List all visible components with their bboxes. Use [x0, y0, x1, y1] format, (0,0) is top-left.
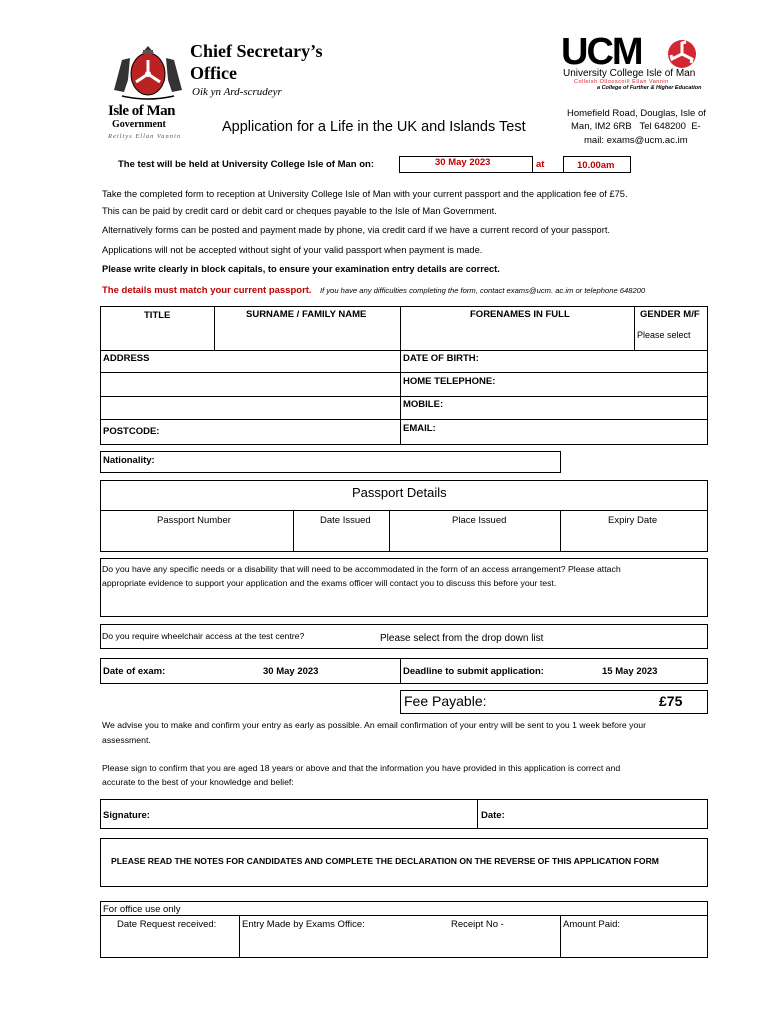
forenames-field[interactable]	[401, 325, 633, 349]
three-legs-icon	[667, 39, 697, 69]
address-label: ADDRESS	[103, 353, 150, 364]
signature-date-field[interactable]	[510, 801, 706, 827]
deadline-value: 15 May 2023	[602, 666, 658, 677]
ucm-manx: Colleish Ollooscoill Ellan Vannin	[574, 79, 669, 85]
mobile-label: MOBILE:	[403, 399, 444, 410]
fee-value: £75	[659, 693, 683, 709]
amount-paid-label: Amount Paid:	[563, 919, 621, 930]
nationality-label: Nationality:	[103, 455, 155, 466]
title-field[interactable]	[101, 325, 213, 349]
office-use-heading: For office use only	[103, 904, 181, 915]
instruction-p1b: This can be paid by credit card or debit card or cheques payable to the Isle of Man Government.	[102, 206, 497, 216]
signature-date-label: Date:	[481, 810, 505, 821]
sign-line1: Please sign to confirm that you are aged 18 years or above and that the information you have provided in this application is correct and	[102, 763, 621, 773]
date-received-label: Date Request received:	[117, 919, 217, 930]
forenames-label: FORENAMES IN FULL	[470, 309, 570, 320]
nationality-field[interactable]	[100, 451, 561, 473]
advice-line2: assessment.	[102, 735, 151, 745]
surname-label: SURNAME / FAMILY NAME	[246, 309, 367, 320]
address-line2: Man, IM2 6RB Tel 648200 E-	[571, 121, 701, 132]
form-title: Application for a Life in the UK and Islands Test	[222, 119, 526, 135]
receipt-label: Receipt No -	[451, 919, 504, 930]
test-time: 10.00am	[577, 160, 615, 171]
office-title-line1: Chief Secretary’s	[190, 41, 323, 61]
fee-label: Fee Payable:	[404, 693, 487, 709]
sign-line2: accurate to the best of your knowledge and belief:	[102, 777, 294, 787]
instruction-p2: Alternatively forms can be posted and payment made by phone, via credit card if we have a current record of your passport.	[102, 225, 610, 235]
address-field[interactable]	[101, 365, 399, 418]
ucm-logo: UCM	[561, 31, 642, 73]
address-line1: Homefield Road, Douglas, Isle of	[567, 108, 706, 119]
email-label: EMAIL:	[403, 423, 436, 434]
ucm-name: University College Isle of Man	[563, 68, 696, 79]
gov-line1: Isle of Man	[108, 103, 175, 119]
gov-line2: Government	[112, 119, 166, 130]
gov-line3: Reiltys Ellan Vannin	[108, 133, 182, 140]
instruction-p5-red: The details must match your current passport.	[102, 285, 312, 296]
dob-label: DATE OF BIRTH:	[403, 353, 479, 364]
signature-label: Signature:	[103, 810, 150, 821]
deadline-label: Deadline to submit application:	[403, 666, 544, 677]
address-line3: mail: exams@ucm.ac.im	[584, 135, 688, 146]
entry-made-label: Entry Made by Exams Office:	[242, 919, 365, 930]
home-tel-label: HOME TELEPHONE:	[403, 376, 496, 387]
instruction-p3: Applications will not be accepted without sight of your valid passport when payment is made.	[102, 245, 483, 255]
passport-heading: Passport Details	[352, 485, 447, 500]
test-date: 30 May 2023	[435, 157, 491, 168]
notes-text: PLEASE READ THE NOTES FOR CANDIDATES AND COMPLETE THE DECLARATION ON THE REVERSE OF THIS APPLICATION FORM	[111, 856, 659, 866]
instruction-p5-note: If you have any difficulties completing the form, contact exams@ucm. ac.im or telephone 648200	[320, 286, 646, 295]
test-at: at	[536, 159, 545, 170]
office-subtitle: Oik yn Ard-scrudeyr	[192, 86, 282, 98]
passport-number-label: Passport Number	[157, 515, 231, 526]
postcode-label: POSTCODE:	[103, 426, 160, 437]
office-title-line2: Office	[190, 63, 237, 83]
surname-field[interactable]	[215, 325, 399, 349]
test-info-label: The test will be held at University College Isle of Man on:	[118, 159, 375, 170]
wheelchair-question: Do you require wheelchair access at the test centre?	[102, 631, 305, 641]
advice-line1: We advise you to make and confirm your entry as early as possible. An email confirmation of your entry will be sent to you 1 week before your	[102, 720, 647, 730]
title-label: TITLE	[144, 310, 171, 321]
place-issued-label: Place Issued	[452, 515, 507, 526]
signature-field[interactable]	[160, 801, 475, 827]
expiry-date-label: Expiry Date	[608, 515, 658, 526]
exam-date-value: 30 May 2023	[263, 666, 319, 677]
instruction-p4: Please write clearly in block capitals, to ensure your examination entry details are correct.	[102, 264, 500, 274]
gender-label: GENDER M/F	[640, 309, 700, 320]
needs-line1: Do you have any specific needs or a disability that will need to be accommodated in the form of an access arrangement? Please attach	[102, 564, 621, 574]
gender-select[interactable]: Please select	[637, 330, 691, 340]
instruction-p1a: Take the completed form to reception at University College Isle of Man with your current passport and the application fee of £75.	[102, 189, 628, 199]
wheelchair-dropdown[interactable]: Please select from the drop down list	[380, 633, 544, 644]
iom-crest-icon	[108, 40, 188, 102]
exam-date-label: Date of exam:	[103, 666, 166, 677]
ucm-tagline: a College of Further & Higher Education	[597, 85, 702, 91]
date-issued-label: Date Issued	[320, 515, 371, 526]
needs-line2: appropriate evidence to support your application and the exams officer will contact you to discuss this before your test.	[102, 578, 557, 588]
